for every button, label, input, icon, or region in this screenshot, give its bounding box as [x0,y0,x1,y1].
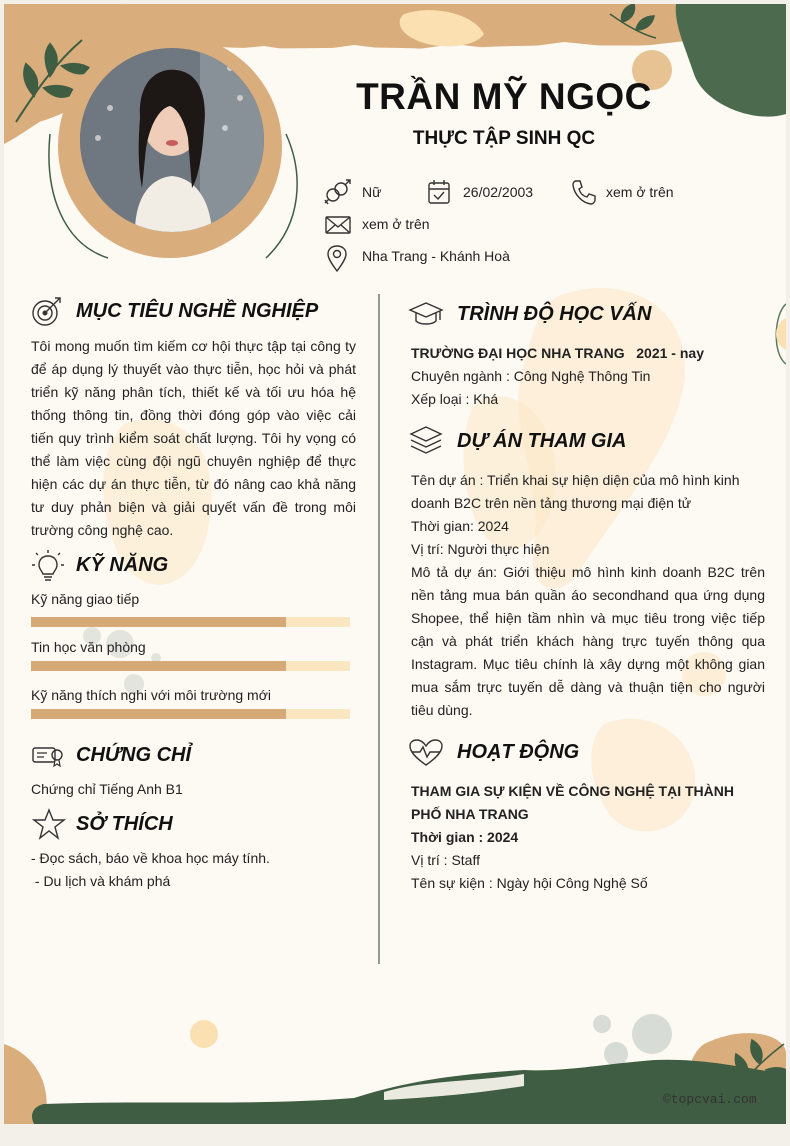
education-period: 2021 - nay [636,345,704,361]
career-goal-title: MỤC TIÊU NGHỀ NGHIỆP [76,300,319,322]
hobby-item: - Du lịch và khám phá [31,873,171,889]
full-name: TRẦN MỸ NGỌC [356,76,652,117]
certificate-item: Chứng chỉ Tiếng Anh B1 [31,781,183,797]
layers-icon [408,424,444,458]
phone-value[interactable]: xem ở trên [606,184,674,200]
lightbulb-icon [32,550,64,584]
skill-label: Kỹ năng thích nghi với môi trường mới [31,687,272,703]
project-time: Thời gian: 2024 [411,518,509,534]
activity-position: Vị trí : Staff [411,852,480,868]
certificate-icon [30,742,66,768]
hobby-item: - Đọc sách, báo về khoa học máy tính. [31,850,270,866]
target-icon [30,294,64,328]
phone-icon [570,178,596,206]
skill-label: Tin học văn phòng [31,639,146,655]
education-title: TRÌNH ĐỘ HỌC VẤN [457,303,652,325]
skill-label: Kỹ năng giao tiếp [31,591,140,607]
birthday-value: 26/02/2003 [463,184,534,200]
skills-title: KỸ NĂNG [76,554,169,576]
project-description: Mô tả dự án: Giới thiệu mô hình kinh doanh B2C trên nền tảng mua bán quần áo secondhand qua ứng dụng Shopee, thể hiện tầm nhìn và mục tiêu trong việc tiếp cận và phát triển khách hàng trực tuyến thông qua Instagram. Mục tiêu chính là xây dựng một không gian mua sắm trực tuyến dễ dàng và thuận tiện cho người tiêu dùng. [411,564,765,718]
job-title: THỰC TẬP SINH QC [412,128,596,149]
watermark: ©topcvai.com [663,1092,757,1107]
location-icon [325,244,349,274]
skill-bar-fill [31,661,286,671]
activity-event: THAM GIA SỰ KIỆN VỀ CÔNG NGHỆ TẠI THÀNH PHỐ NHA TRANG [411,783,734,822]
project-position: Vị trí: Người thực hiện [411,541,550,557]
certificates-title: CHỨNG CHỈ [76,744,192,766]
project-name: Tên dự án : Triển khai sự hiện diện của mô hình kinh doanh B2C trên nền tảng thương mại điện tử [411,472,740,511]
gender-value: Nữ [362,184,382,200]
email-value[interactable]: xem ở trên [362,216,430,232]
skill-bar-fill [31,709,286,719]
career-goal-text: Tôi mong muốn tìm kiếm cơ hội thực tập tại công ty để áp dụng lý thuyết vào thực tiễn, học hỏi và phát triển kỹ năng phân tích, thiết kế và tối ưu hóa hệ thống thông tin, đồng thời đóng góp vào việc cải tiến quy trình kiểm soát chất lượng. Tôi hy vọng có thể làm việc cùng đội ngũ chuyên nghiệp để thực hiện các dự án thực tiễn, từ đó nâng cao khả năng tư duy phản biện và giải quyết vấn đề trong môi trường công nghệ cao. [31,338,356,538]
avatar [80,48,264,232]
school-name: TRƯỜNG ĐẠI HỌC NHA TRANG [411,345,625,361]
education-rank: Xếp loại : Khá [411,391,499,407]
email-icon [324,214,352,236]
skill-bar-fill [31,617,286,627]
skill-bar [31,617,350,627]
column-divider [378,294,380,964]
hobbies-title: SỞ THÍCH [76,813,173,835]
activity-time: Thời gian : 2024 [411,829,519,845]
address-value: Nha Trang - Khánh Hoà [362,248,510,264]
calendar-icon [426,178,452,206]
star-icon [32,808,66,840]
projects-title: DỰ ÁN THAM GIA [457,430,627,452]
activity-event-name: Tên sự kiện : Ngày hội Công Nghệ Số [411,875,648,891]
activities-title: HOẠT ĐỘNG [457,741,580,763]
skill-bar [31,709,350,719]
graduation-cap-icon [408,300,444,328]
education-major: Chuyên ngành : Công Nghệ Thông Tin [411,368,651,384]
skill-bar [31,661,350,671]
gender-icon [322,178,352,206]
heart-pulse-icon [408,738,444,768]
cv-page [4,4,786,1124]
portrait-image [80,48,264,232]
